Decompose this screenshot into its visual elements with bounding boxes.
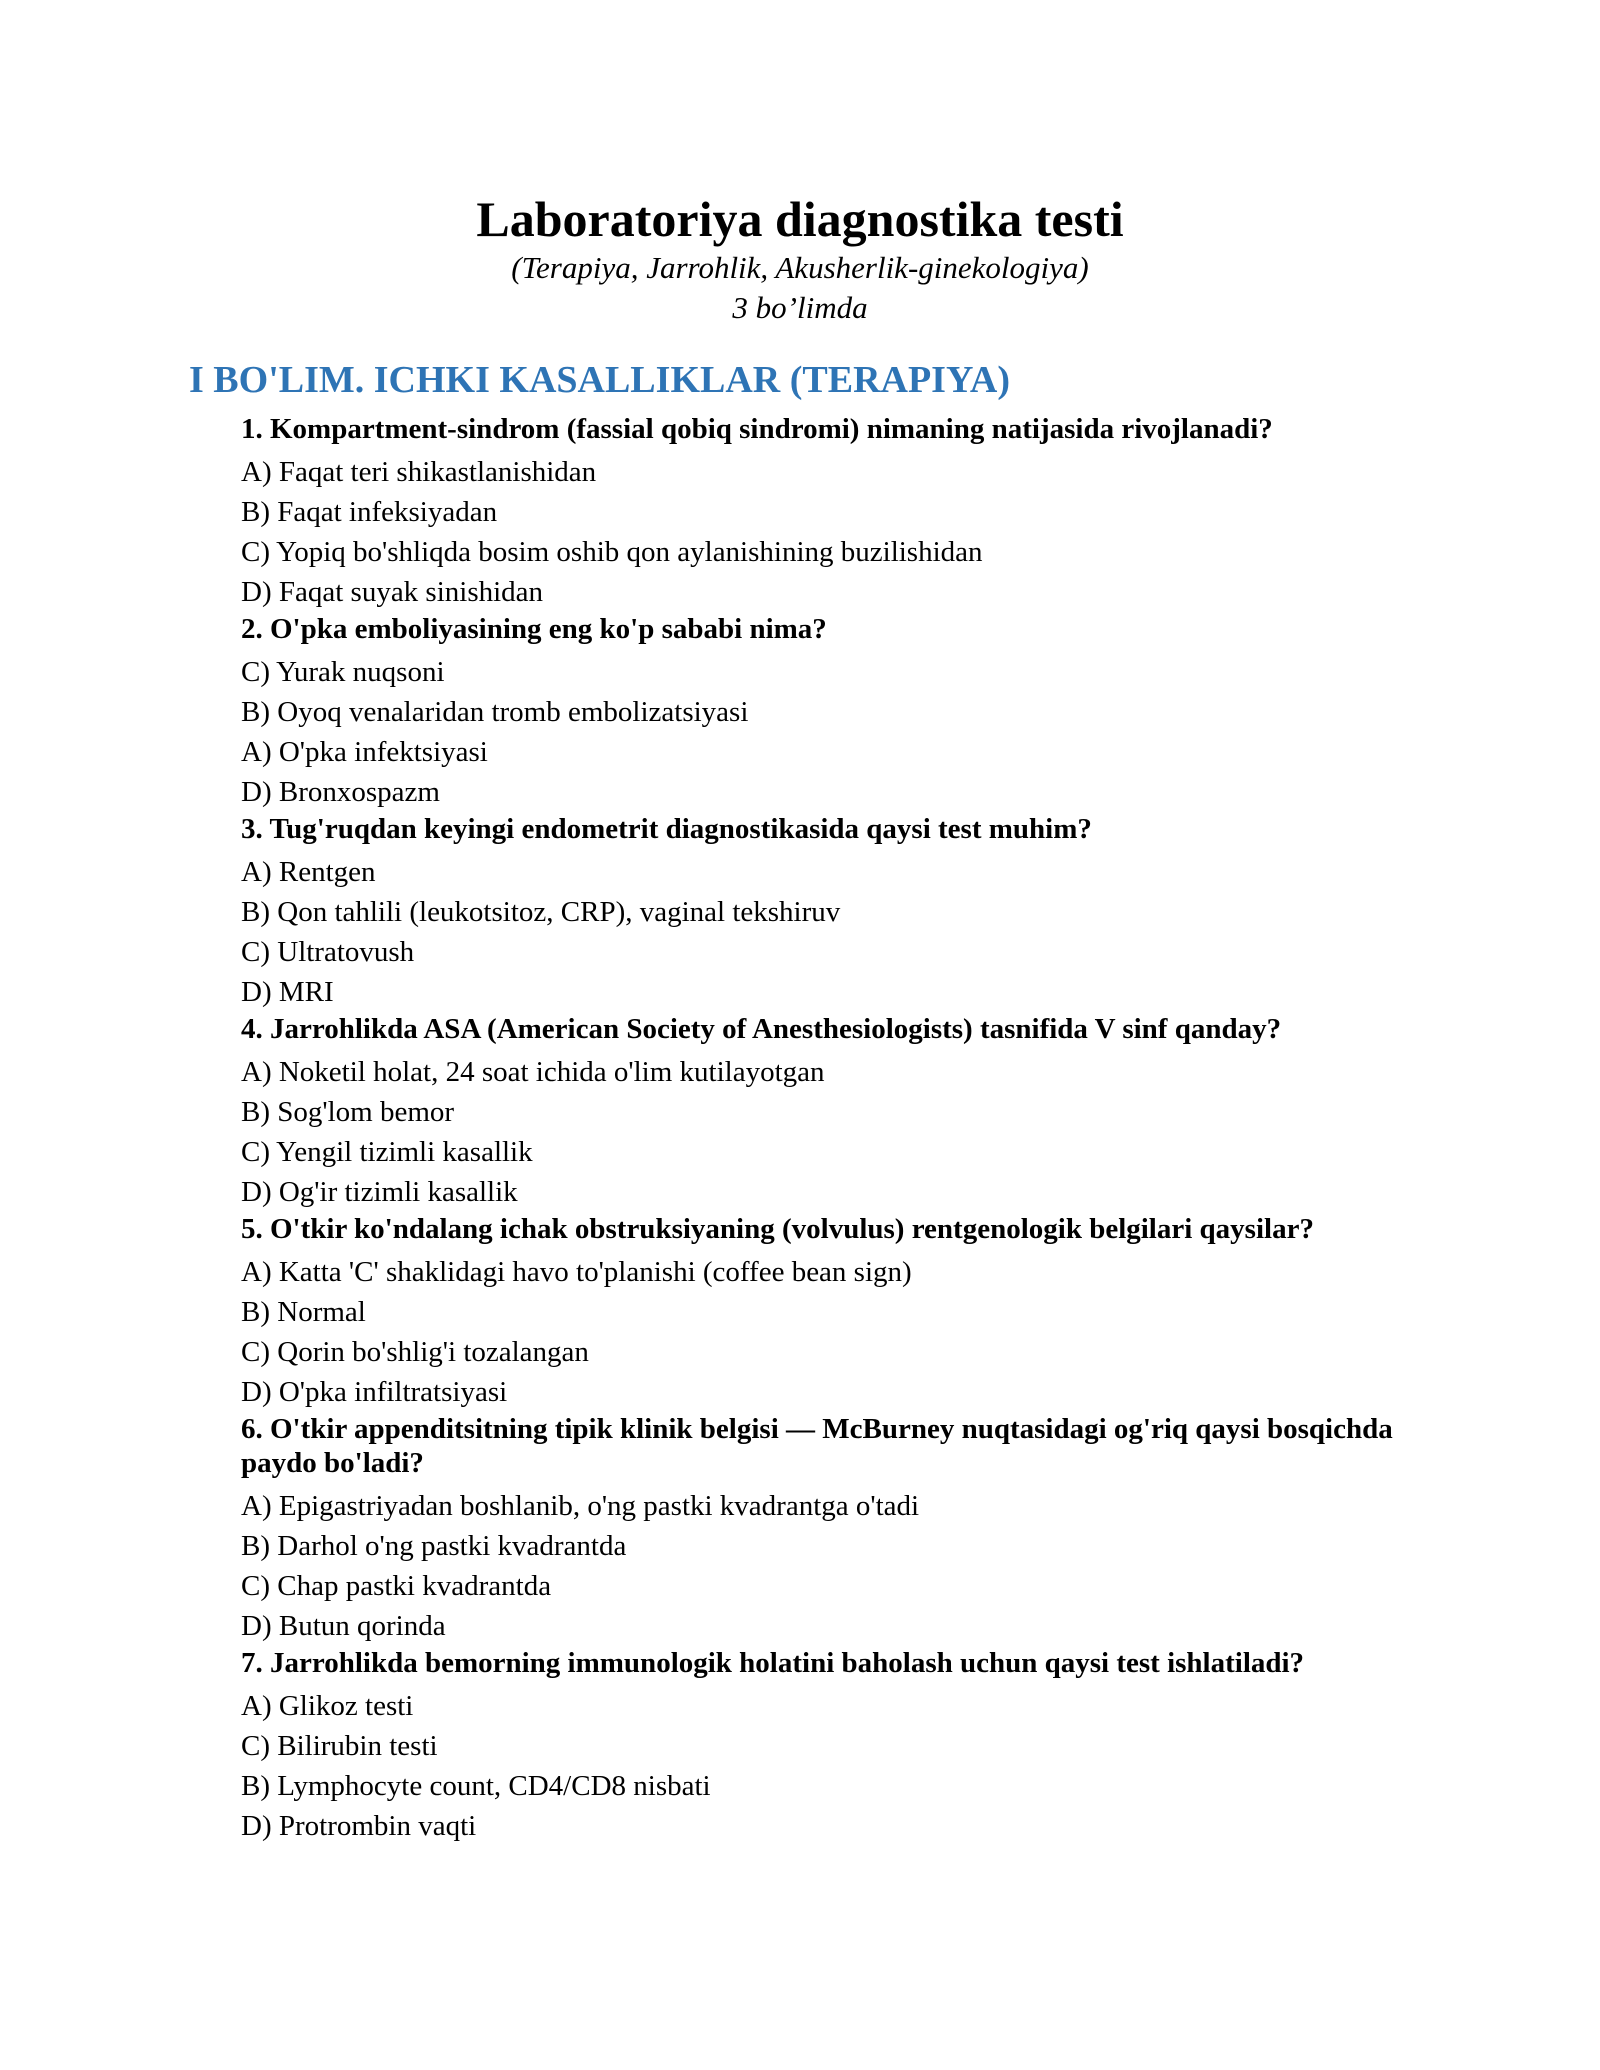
question-5 — [241, 1212, 1441, 1412]
answer-option: A) Glikoz testi — [241, 1690, 414, 1722]
question-text: 2. O'pka emboliyasining eng ko'p sababi nima? — [241, 613, 827, 645]
question-text: 3. Tug'ruqdan keyingi endometrit diagnostikasida qaysi test muhim? — [241, 813, 1092, 845]
question-text: 7. Jarrohlikda bemorning immunologik holatini baholash uchun qaysi test ishlatiladi? — [241, 1647, 1305, 1679]
question-text: 5. O'tkir ko'ndalang ichak obstruksiyaning (volvulus) rentgenologik belgilari qaysilar? — [241, 1213, 1314, 1245]
document-subtitle: (Terapiya, Jarrohlik, Akusherlik-ginekologiya) — [511, 250, 1089, 285]
question-3 — [241, 812, 1441, 1012]
answer-option: A) Epigastriyadan boshlanib, o'ng pastki kvadrantga o'tadi — [241, 1490, 920, 1522]
answer-option: A) Rentgen — [241, 856, 376, 888]
question-text: 4. Jarrohlikda ASA (American Society of Anesthesiologists) tasnifida V sinf qanday? — [241, 1013, 1282, 1045]
document-title: Laboratoriya diagnostika testi — [476, 191, 1124, 247]
answer-option: C) Yopiq bo'shliqda bosim oshib qon aylanishining buzilishidan — [241, 536, 983, 568]
answer-option: C) Ultratovush — [241, 936, 415, 968]
question-7 — [241, 1646, 1441, 1846]
document-section-count: 3 bo’limda — [732, 290, 868, 325]
answer-option: C) Yengil tizimli kasallik — [241, 1136, 533, 1168]
answer-option: B) Normal — [241, 1296, 366, 1328]
answer-option: A) Katta 'C' shaklidagi havo to'planishi (coffee bean sign) — [241, 1256, 912, 1288]
answer-option: D) MRI — [241, 976, 334, 1008]
answer-option: C) Qorin bo'shlig'i tozalangan — [241, 1336, 589, 1368]
answer-option: A) Noketil holat, 24 soat ichida o'lim kutilayotgan — [241, 1056, 825, 1088]
answer-option: D) Butun qorinda — [241, 1610, 446, 1642]
question-6 — [241, 1412, 1441, 1646]
question-text: 1. Kompartment-sindrom (fassial qobiq sindromi) nimaning natijasida rivojlanadi? — [241, 413, 1273, 445]
answer-option: D) Faqat suyak sinishidan — [241, 576, 544, 608]
answer-option: D) Bronxospazm — [241, 776, 440, 808]
answer-option: A) O'pka infektsiyasi — [241, 736, 488, 768]
answer-option: B) Faqat infeksiyadan — [241, 496, 498, 528]
answer-option: B) Sog'lom bemor — [241, 1096, 455, 1128]
answer-option: D) O'pka infiltratsiyasi — [241, 1376, 508, 1408]
question-list — [241, 412, 1441, 1846]
answer-option: B) Qon tahlili (leukotsitoz, CRP), vaginal tekshiruv — [241, 896, 841, 928]
question-2 — [241, 612, 1441, 812]
question-1 — [241, 412, 1441, 612]
answer-option: C) Bilirubin testi — [241, 1730, 438, 1762]
section-heading: I BO'LIM. ICHKI KASALLIKLAR (TERAPIYA) — [189, 359, 1011, 401]
answer-option: A) Faqat teri shikastlanishidan — [241, 456, 597, 488]
answer-option: B) Lymphocyte count, CD4/CD8 nisbati — [241, 1770, 711, 1802]
answer-option: C) Chap pastki kvadrantda — [241, 1570, 552, 1602]
answer-option: D) Protrombin vaqti — [241, 1810, 477, 1842]
answer-option: B) Darhol o'ng pastki kvadrantda — [241, 1530, 627, 1562]
answer-option: D) Og'ir tizimli kasallik — [241, 1176, 518, 1208]
question-text: 6. O'tkir appenditsitning tipik klinik belgisi — McBurney nuqtasidagi og'riq qaysi bosqichda paydo bo'ladi? — [241, 1413, 1393, 1479]
answer-option: C) Yurak nuqsoni — [241, 656, 445, 688]
answer-option: B) Oyoq venalaridan tromb embolizatsiyasi — [241, 696, 749, 728]
question-4 — [241, 1012, 1441, 1212]
